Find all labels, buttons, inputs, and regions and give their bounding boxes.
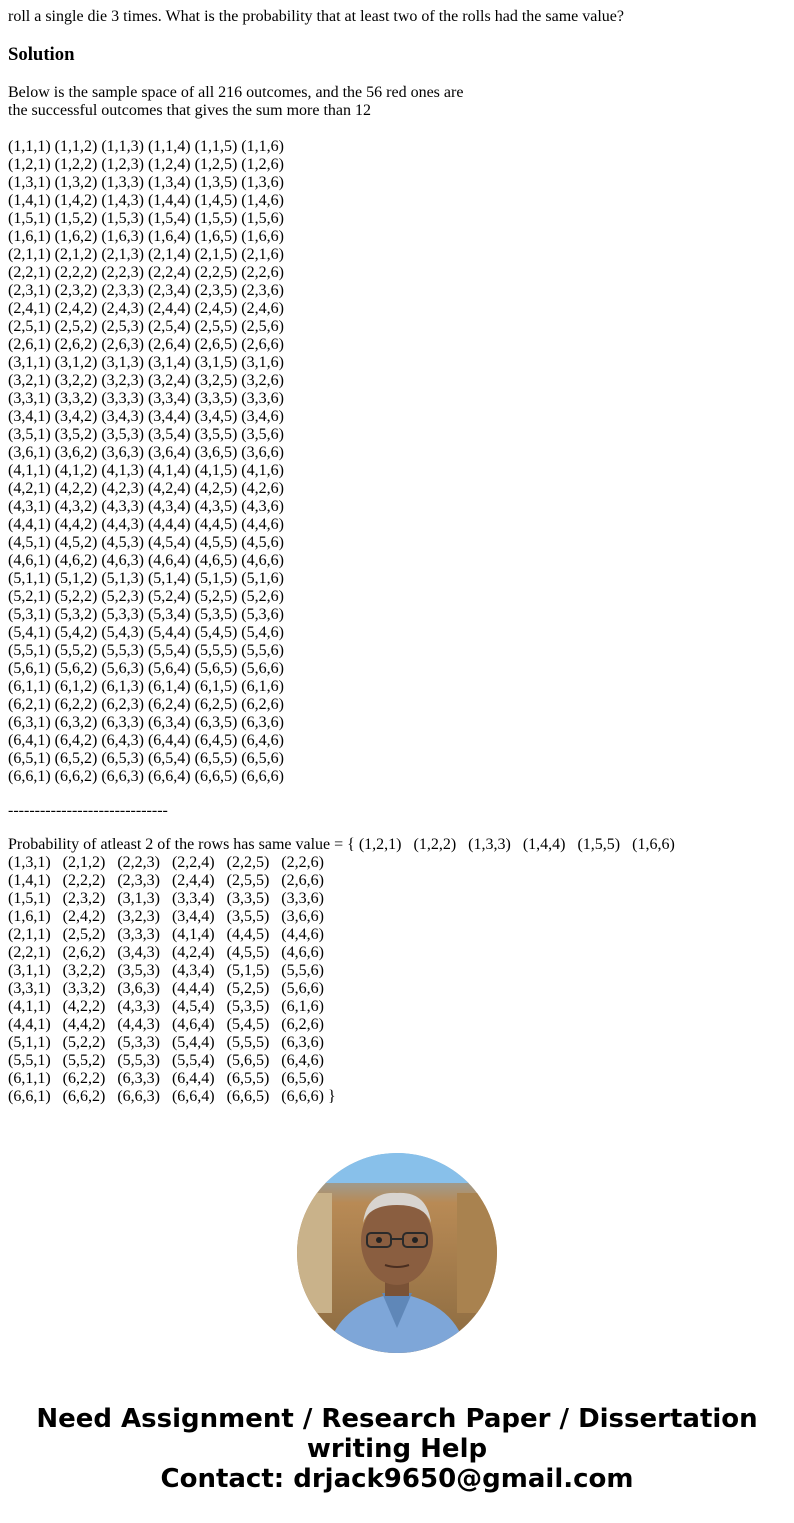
outcome-row: (4,2,1) (4,2,2) (4,2,3) (4,2,4) (4,2,5) (4,2,6) xyxy=(8,480,284,497)
outcome-row: (5,3,1) (5,3,2) (5,3,3) (5,3,4) (5,3,5) (5,3,6) xyxy=(8,606,284,623)
outcome-row: (5,5,1) (5,5,2) (5,5,3) (5,5,4) (5,5,5) (5,5,6) xyxy=(8,642,284,659)
probability-row: (1,4,1) (2,2,2) (2,3,3) (2,4,4) (2,5,5) (2,6,6) xyxy=(8,872,324,889)
outcome-row: (6,3,1) (6,3,2) (6,3,3) (6,3,4) (6,3,5) (6,3,6) xyxy=(8,714,284,731)
outcome-row: (6,5,1) (6,5,2) (6,5,3) (6,5,4) (6,5,5) (6,5,6) xyxy=(8,750,284,767)
sample-space-list xyxy=(8,138,284,786)
outcome-row: (3,6,1) (3,6,2) (3,6,3) (3,6,4) (3,6,5) (3,6,6) xyxy=(8,444,284,461)
outcome-row: (5,6,1) (5,6,2) (5,6,3) (5,6,4) (5,6,5) (5,6,6) xyxy=(8,660,284,677)
outcome-row: (4,1,1) (4,1,2) (4,1,3) (4,1,4) (4,1,5) (4,1,6) xyxy=(8,462,284,479)
outcome-row: (1,5,1) (1,5,2) (1,5,3) (1,5,4) (1,5,5) (1,5,6) xyxy=(8,210,284,227)
outcome-row: (2,4,1) (2,4,2) (2,4,3) (2,4,4) (2,4,5) (2,4,6) xyxy=(8,300,284,317)
contact-banner xyxy=(0,1404,794,1494)
probability-row: (5,5,1) (5,5,2) (5,5,3) (5,5,4) (5,6,5) (6,4,6) xyxy=(8,1052,324,1069)
outcome-row: (3,3,1) (3,3,2) (3,3,3) (3,3,4) (3,3,5) (3,3,6) xyxy=(8,390,284,407)
probability-row: (2,2,1) (2,6,2) (3,4,3) (4,2,4) (4,5,5) (4,6,6) xyxy=(8,944,324,961)
document-page xyxy=(8,8,788,1105)
outcome-row: (2,3,1) (2,3,2) (2,3,3) (2,3,4) (2,3,5) (2,3,6) xyxy=(8,282,284,299)
probability-row: (3,1,1) (3,2,2) (3,5,3) (4,3,4) (5,1,5) (5,5,6) xyxy=(8,962,324,979)
outcome-row: (5,2,1) (5,2,2) (5,2,3) (5,2,4) (5,2,5) (5,2,6) xyxy=(8,588,284,605)
probability-statement: Probability of atleast 2 of the rows has same value = { (1,2,1) (1,2,2) (1,3,3) (1,4,4) (1,5,5) (1,6,6) xyxy=(8,836,675,853)
probability-row: (4,1,1) (4,2,2) (4,3,3) (4,5,4) (5,3,5) (6,1,6) xyxy=(8,998,324,1015)
outcome-row: (5,4,1) (5,4,2) (5,4,3) (5,4,4) (5,4,5) (5,4,6) xyxy=(8,624,284,641)
outcome-row: (5,1,1) (5,1,2) (5,1,3) (5,1,4) (5,1,5) (5,1,6) xyxy=(8,570,284,587)
outcome-row: (4,6,1) (4,6,2) (4,6,3) (4,6,4) (4,6,5) (4,6,6) xyxy=(8,552,284,569)
outcome-row: (6,4,1) (6,4,2) (6,4,3) (6,4,4) (6,4,5) (6,4,6) xyxy=(8,732,284,749)
probability-row: (5,1,1) (5,2,2) (5,3,3) (5,4,4) (5,5,5) (6,3,6) xyxy=(8,1034,324,1051)
outcome-row: (4,3,1) (4,3,2) (4,3,3) (4,3,4) (4,3,5) (4,3,6) xyxy=(8,498,284,515)
outcome-row: (6,1,1) (6,1,2) (6,1,3) (6,1,4) (6,1,5) (6,1,6) xyxy=(8,678,284,695)
portrait-image xyxy=(297,1153,497,1353)
cta-line-3: Contact: drjack9650@gmail.com xyxy=(160,1464,634,1494)
outcome-row: (4,5,1) (4,5,2) (4,5,3) (4,5,4) (4,5,5) (4,5,6) xyxy=(8,534,284,551)
probability-row: (1,3,1) (2,1,2) (2,2,3) (2,2,4) (2,2,5) (2,2,6) xyxy=(8,854,324,871)
probability-row: (1,5,1) (2,3,2) (3,1,3) (3,3,4) (3,3,5) (3,3,6) xyxy=(8,890,324,907)
probability-row: (1,6,1) (2,4,2) (3,2,3) (3,4,4) (3,5,5) (3,6,6) xyxy=(8,908,324,925)
intro-paragraph: Below is the sample space of all 216 outcomes, and the 56 red ones are the successful outcomes that gives the sum more than 12 xyxy=(8,84,464,119)
outcome-row: (3,4,1) (3,4,2) (3,4,3) (3,4,4) (3,4,5) (3,4,6) xyxy=(8,408,284,425)
question-text: roll a single die 3 times. What is the probability that at least two of the rolls had the same value? xyxy=(8,8,624,25)
outcome-row: (2,1,1) (2,1,2) (2,1,3) (2,1,4) (2,1,5) (2,1,6) xyxy=(8,246,284,263)
outcome-row: (1,3,1) (1,3,2) (1,3,3) (1,3,4) (1,3,5) (1,3,6) xyxy=(8,174,284,191)
cta-line-1: Need Assignment / Research Paper / Dissertation xyxy=(36,1404,758,1434)
probability-row: (6,1,1) (6,2,2) (6,3,3) (6,4,4) (6,5,5) (6,5,6) xyxy=(8,1070,324,1087)
outcome-row: (4,4,1) (4,4,2) (4,4,3) (4,4,4) (4,4,5) (4,4,6) xyxy=(8,516,284,533)
probability-row: (2,1,1) (2,5,2) (3,3,3) (4,1,4) (4,4,5) (4,4,6) xyxy=(8,926,324,943)
probability-set xyxy=(8,836,675,1106)
cta-line-2: writing Help xyxy=(306,1434,488,1464)
outcome-row: (2,2,1) (2,2,2) (2,2,3) (2,2,4) (2,2,5) (2,2,6) xyxy=(8,264,284,281)
outcome-row: (1,6,1) (1,6,2) (1,6,3) (1,6,4) (1,6,5) (1,6,6) xyxy=(8,228,284,245)
outcome-row: (1,2,1) (1,2,2) (1,2,3) (1,2,4) (1,2,5) (1,2,6) xyxy=(8,156,284,173)
author-photo xyxy=(297,1153,497,1353)
outcome-row: (3,2,1) (3,2,2) (3,2,3) (3,2,4) (3,2,5) (3,2,6) xyxy=(8,372,284,389)
solution-heading: Solution xyxy=(8,44,75,65)
outcome-row: (1,1,1) (1,1,2) (1,1,3) (1,1,4) (1,1,5) (1,1,6) xyxy=(8,138,284,155)
outcome-row: (6,6,1) (6,6,2) (6,6,3) (6,6,4) (6,6,5) (6,6,6) xyxy=(8,768,284,785)
outcome-row: (3,1,1) (3,1,2) (3,1,3) (3,1,4) (3,1,5) (3,1,6) xyxy=(8,354,284,371)
outcome-row: (6,2,1) (6,2,2) (6,2,3) (6,2,4) (6,2,5) (6,2,6) xyxy=(8,696,284,713)
outcome-row: (2,5,1) (2,5,2) (2,5,3) (2,5,4) (2,5,5) (2,5,6) xyxy=(8,318,284,335)
outcome-row: (2,6,1) (2,6,2) (2,6,3) (2,6,4) (2,6,5) (2,6,6) xyxy=(8,336,284,353)
probability-row: (3,3,1) (3,3,2) (3,6,3) (4,4,4) (5,2,5) (5,6,6) xyxy=(8,980,324,997)
outcome-row: (1,4,1) (1,4,2) (1,4,3) (1,4,4) (1,4,5) (1,4,6) xyxy=(8,192,284,209)
probability-row: (6,6,1) (6,6,2) (6,6,3) (6,6,4) (6,6,5) (6,6,6) } xyxy=(8,1088,336,1105)
outcome-row: (3,5,1) (3,5,2) (3,5,3) (3,5,4) (3,5,5) (3,5,6) xyxy=(8,426,284,443)
probability-row: (4,4,1) (4,4,2) (4,4,3) (4,6,4) (5,4,5) (6,2,6) xyxy=(8,1016,324,1033)
separator-line: ------------------------------ xyxy=(8,802,168,819)
